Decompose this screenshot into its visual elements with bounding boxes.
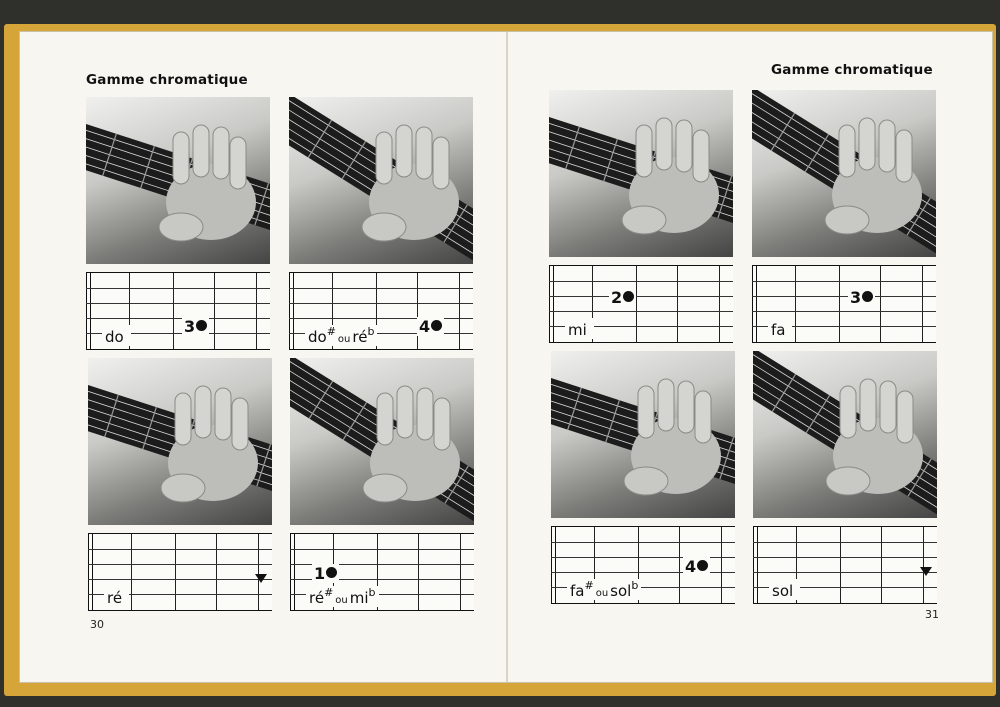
finger-dot — [623, 291, 634, 302]
fret-line — [795, 266, 796, 342]
ou-word — [785, 327, 789, 338]
alt-note-name: sol — [610, 582, 632, 600]
fret-line — [175, 534, 176, 610]
book-gutter — [506, 32, 508, 682]
note-name: ré — [107, 589, 123, 607]
chord-card — [549, 90, 733, 343]
finger-number: 1 — [314, 564, 326, 583]
right-page-number: 31 — [925, 608, 939, 621]
left-page-title: Gamme chromatique — [86, 72, 248, 88]
string-line — [289, 318, 473, 319]
hand-photo — [549, 90, 733, 257]
fret-line — [677, 266, 678, 342]
finger-position — [182, 317, 209, 336]
ou-word: ou — [337, 334, 351, 345]
hand-photo — [289, 97, 473, 264]
finger-dot — [862, 291, 873, 302]
fret-line — [460, 534, 461, 610]
string-line — [88, 564, 272, 565]
string-line — [549, 296, 733, 297]
fret-line — [258, 534, 259, 610]
fretboard-diagram — [290, 533, 474, 611]
finger-position — [683, 557, 710, 576]
hand-photo — [88, 358, 272, 525]
ou-word — [124, 334, 128, 345]
string-line — [549, 311, 733, 312]
hand-photo — [86, 97, 270, 264]
right-page-title: Gamme chromatique — [771, 62, 933, 78]
string-line — [86, 318, 270, 319]
string-line — [290, 549, 474, 550]
nut — [290, 534, 295, 610]
open-string-marker — [920, 567, 932, 576]
left-page-number: 30 — [90, 618, 104, 631]
ou-word: ou — [335, 595, 348, 606]
note-label — [768, 318, 792, 339]
note-label — [567, 579, 641, 600]
fretboard-diagram — [753, 526, 937, 604]
chord-card — [752, 90, 936, 343]
nut — [752, 266, 757, 342]
nut — [549, 266, 554, 342]
chord-card — [86, 97, 270, 350]
string-line — [753, 542, 937, 543]
chord-card — [753, 351, 937, 604]
finger-position — [609, 288, 636, 307]
alt-note-name: ré — [352, 328, 368, 346]
nut — [88, 534, 93, 610]
string-line — [289, 303, 473, 304]
hand-photo — [752, 90, 936, 257]
sharp-sign: # — [324, 586, 334, 599]
string-line — [88, 549, 272, 550]
flat-sign: b — [367, 325, 375, 338]
finger-number: 4 — [685, 557, 697, 576]
note-label — [104, 586, 129, 607]
note-name: ré — [309, 589, 325, 607]
note-name: sol — [772, 582, 794, 600]
sharp-sign: # — [326, 325, 336, 338]
fret-line — [923, 527, 924, 603]
note-name: do — [308, 328, 327, 346]
fretboard-diagram — [88, 533, 272, 611]
finger-number: 3 — [184, 317, 196, 336]
ou-word — [122, 595, 126, 606]
finger-position — [312, 564, 339, 583]
fretboard-diagram — [752, 265, 936, 343]
finger-number: 3 — [850, 288, 862, 307]
string-line — [289, 288, 473, 289]
fret-line — [636, 266, 637, 342]
finger-number: 4 — [419, 317, 431, 336]
fret-line — [719, 266, 720, 342]
fretboard-diagram — [549, 265, 733, 343]
hand-photo — [551, 351, 735, 518]
chord-card — [88, 358, 272, 611]
chord-card — [290, 358, 474, 611]
finger-position — [848, 288, 875, 307]
fret-line — [418, 534, 419, 610]
finger-dot — [697, 560, 708, 571]
fret-line — [459, 273, 460, 349]
note-label — [102, 325, 131, 346]
string-line — [753, 572, 937, 573]
chord-card — [289, 97, 473, 350]
string-line — [752, 311, 936, 312]
note-label — [306, 586, 379, 607]
hand-photo — [753, 351, 937, 518]
note-label — [565, 318, 594, 339]
fretboard-diagram — [551, 526, 735, 604]
fret-line — [131, 534, 132, 610]
fret-line — [881, 527, 882, 603]
flat-sign: b — [368, 586, 376, 599]
fretboard-diagram — [86, 272, 270, 350]
nut — [753, 527, 758, 603]
string-line — [752, 281, 936, 282]
string-line — [752, 296, 936, 297]
finger-dot — [431, 320, 442, 331]
note-name: mi — [568, 321, 587, 339]
finger-dot — [196, 320, 207, 331]
fret-line — [417, 273, 418, 349]
fret-line — [839, 266, 840, 342]
string-line — [551, 542, 735, 543]
finger-position — [417, 317, 444, 336]
finger-dot — [326, 567, 337, 578]
nut — [551, 527, 556, 603]
fret-line — [214, 273, 215, 349]
note-name: fa — [570, 582, 585, 600]
note-label — [305, 325, 377, 346]
hand-photo — [290, 358, 474, 525]
string-line — [88, 579, 272, 580]
note-name: fa — [771, 321, 786, 339]
fret-line — [173, 273, 174, 349]
fret-line — [721, 527, 722, 603]
fretboard-diagram — [289, 272, 473, 350]
fret-line — [922, 266, 923, 342]
fret-line — [840, 527, 841, 603]
string-line — [86, 288, 270, 289]
ou-word — [587, 327, 591, 338]
fret-line — [256, 273, 257, 349]
chord-card — [551, 351, 735, 604]
string-line — [753, 557, 937, 558]
flat-sign: b — [631, 579, 639, 592]
string-line — [86, 303, 270, 304]
string-line — [549, 281, 733, 282]
alt-note-name: mi — [349, 589, 369, 607]
open-string-marker — [255, 574, 267, 583]
sharp-sign: # — [584, 579, 594, 592]
fret-line — [679, 527, 680, 603]
fret-line — [880, 266, 881, 342]
note-name: do — [105, 328, 124, 346]
ou-word: ou — [595, 588, 609, 599]
note-label — [769, 579, 800, 600]
nut — [86, 273, 91, 349]
finger-number: 2 — [611, 288, 623, 307]
nut — [289, 273, 294, 349]
ou-word — [793, 588, 797, 599]
fret-line — [216, 534, 217, 610]
